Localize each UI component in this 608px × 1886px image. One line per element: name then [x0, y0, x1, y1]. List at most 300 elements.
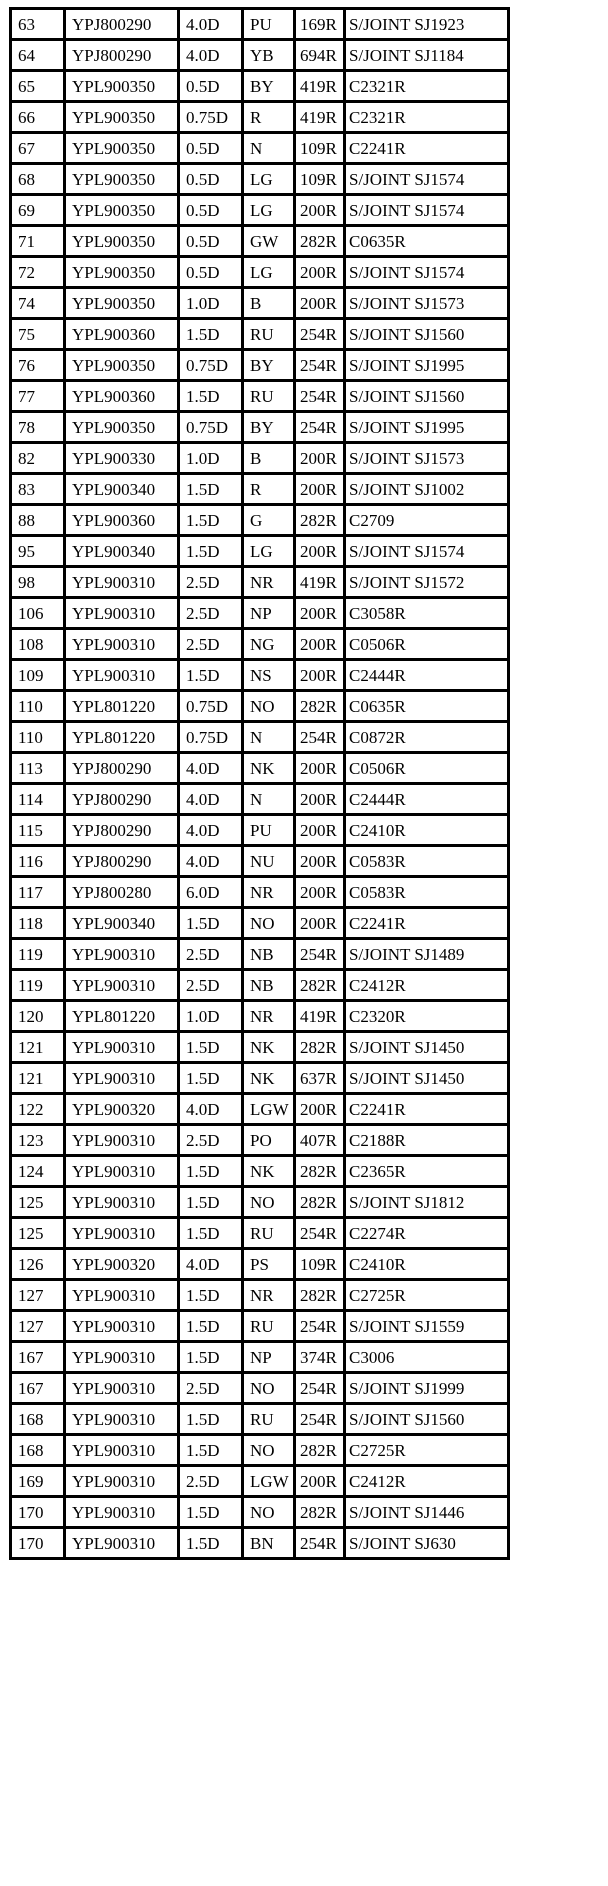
connection-cell: C2410R: [345, 815, 509, 846]
size-cell: 1.0D: [179, 1001, 243, 1032]
color-code-cell: NK: [243, 1156, 295, 1187]
table-row: [11, 1466, 509, 1497]
row-number-cell: 67: [11, 133, 65, 164]
route-cell: 419R: [295, 567, 345, 598]
part-number-cell: YPL900310: [65, 1373, 179, 1404]
table-row: [11, 1063, 509, 1094]
table-row: [11, 102, 509, 133]
size-cell: 0.5D: [179, 133, 243, 164]
color-code-cell: PO: [243, 1125, 295, 1156]
route-cell: 200R: [295, 815, 345, 846]
size-cell: 1.5D: [179, 505, 243, 536]
size-cell: 4.0D: [179, 784, 243, 815]
route-cell: 254R: [295, 1404, 345, 1435]
size-cell: 1.5D: [179, 660, 243, 691]
part-number-cell: YPL900310: [65, 939, 179, 970]
color-code-cell: NU: [243, 846, 295, 877]
row-number-cell: 77: [11, 381, 65, 412]
route-cell: 419R: [295, 102, 345, 133]
connection-cell: S/JOINT SJ1574: [345, 164, 509, 195]
table-row: [11, 257, 509, 288]
connection-cell: C2412R: [345, 970, 509, 1001]
table-row: [11, 629, 509, 660]
color-code-cell: B: [243, 288, 295, 319]
size-cell: 0.5D: [179, 226, 243, 257]
color-code-cell: NO: [243, 691, 295, 722]
connection-cell: S/JOINT SJ1572: [345, 567, 509, 598]
connection-cell: S/JOINT SJ1812: [345, 1187, 509, 1218]
route-cell: 200R: [295, 598, 345, 629]
route-cell: 109R: [295, 133, 345, 164]
connection-cell: C0583R: [345, 877, 509, 908]
color-code-cell: BY: [243, 412, 295, 443]
part-number-cell: YPL801220: [65, 1001, 179, 1032]
connection-cell: C2320R: [345, 1001, 509, 1032]
connection-cell: C2410R: [345, 1249, 509, 1280]
row-number-cell: 110: [11, 722, 65, 753]
connection-cell: C0506R: [345, 753, 509, 784]
connection-cell: S/JOINT SJ1446: [345, 1497, 509, 1528]
part-number-cell: YPL900320: [65, 1249, 179, 1280]
row-number-cell: 168: [11, 1435, 65, 1466]
part-number-cell: YPL900310: [65, 1466, 179, 1497]
size-cell: 1.5D: [179, 908, 243, 939]
size-cell: 1.5D: [179, 319, 243, 350]
table-row: [11, 753, 509, 784]
connection-cell: S/JOINT SJ1573: [345, 443, 509, 474]
table-row: [11, 939, 509, 970]
route-cell: 282R: [295, 1032, 345, 1063]
part-number-cell: YPL900310: [65, 1218, 179, 1249]
size-cell: 1.5D: [179, 1187, 243, 1218]
connection-cell: C2444R: [345, 660, 509, 691]
row-number-cell: 115: [11, 815, 65, 846]
color-code-cell: NS: [243, 660, 295, 691]
size-cell: 0.75D: [179, 722, 243, 753]
row-number-cell: 63: [11, 9, 65, 40]
connection-cell: S/JOINT SJ1995: [345, 350, 509, 381]
table-row: [11, 1373, 509, 1404]
color-code-cell: LGW: [243, 1094, 295, 1125]
size-cell: 1.5D: [179, 381, 243, 412]
part-number-cell: YPJ800290: [65, 846, 179, 877]
color-code-cell: R: [243, 102, 295, 133]
part-number-cell: YPL900310: [65, 1528, 179, 1559]
size-cell: 1.5D: [179, 1063, 243, 1094]
table-row: [11, 970, 509, 1001]
row-number-cell: 69: [11, 195, 65, 226]
part-number-cell: YPL900340: [65, 536, 179, 567]
part-number-cell: YPL900340: [65, 908, 179, 939]
row-number-cell: 74: [11, 288, 65, 319]
color-code-cell: LG: [243, 536, 295, 567]
part-number-cell: YPJ800290: [65, 9, 179, 40]
size-cell: 0.5D: [179, 195, 243, 226]
table-row: [11, 195, 509, 226]
route-cell: 282R: [295, 1187, 345, 1218]
route-cell: 200R: [295, 784, 345, 815]
size-cell: 4.0D: [179, 846, 243, 877]
connection-cell: C2444R: [345, 784, 509, 815]
table-row: [11, 567, 509, 598]
route-cell: 254R: [295, 1218, 345, 1249]
size-cell: 2.5D: [179, 1125, 243, 1156]
route-cell: 200R: [295, 257, 345, 288]
color-code-cell: R: [243, 474, 295, 505]
table-row: [11, 1280, 509, 1311]
table-row: [11, 1528, 509, 1559]
row-number-cell: 169: [11, 1466, 65, 1497]
part-number-cell: YPL801220: [65, 691, 179, 722]
row-number-cell: 167: [11, 1373, 65, 1404]
table-row: [11, 505, 509, 536]
part-number-cell: YPL900340: [65, 474, 179, 505]
row-number-cell: 72: [11, 257, 65, 288]
part-number-cell: YPL900310: [65, 1280, 179, 1311]
route-cell: 282R: [295, 505, 345, 536]
part-number-cell: YPJ800290: [65, 784, 179, 815]
table-row: [11, 164, 509, 195]
row-number-cell: 126: [11, 1249, 65, 1280]
part-number-cell: YPJ800290: [65, 815, 179, 846]
connection-cell: S/JOINT SJ1560: [345, 1404, 509, 1435]
row-number-cell: 118: [11, 908, 65, 939]
color-code-cell: PU: [243, 9, 295, 40]
connection-cell: C0635R: [345, 691, 509, 722]
part-number-cell: YPL900350: [65, 226, 179, 257]
table-row: [11, 1125, 509, 1156]
table-row: [11, 288, 509, 319]
part-number-cell: YPL900360: [65, 319, 179, 350]
color-code-cell: RU: [243, 319, 295, 350]
size-cell: 4.0D: [179, 9, 243, 40]
part-number-cell: YPL900310: [65, 598, 179, 629]
part-number-cell: YPL900350: [65, 133, 179, 164]
size-cell: 0.75D: [179, 350, 243, 381]
wiring-table: [9, 7, 510, 1560]
connection-cell: S/JOINT SJ1489: [345, 939, 509, 970]
route-cell: 254R: [295, 722, 345, 753]
route-cell: 200R: [295, 536, 345, 567]
color-code-cell: RU: [243, 1404, 295, 1435]
size-cell: 0.75D: [179, 412, 243, 443]
row-number-cell: 106: [11, 598, 65, 629]
color-code-cell: RU: [243, 381, 295, 412]
table-row: [11, 40, 509, 71]
table-row: [11, 412, 509, 443]
table-row: [11, 1404, 509, 1435]
route-cell: 637R: [295, 1063, 345, 1094]
route-cell: 200R: [295, 288, 345, 319]
color-code-cell: BY: [243, 71, 295, 102]
row-number-cell: 78: [11, 412, 65, 443]
connection-cell: S/JOINT SJ1923: [345, 9, 509, 40]
table-row: [11, 908, 509, 939]
table-row: [11, 1311, 509, 1342]
row-number-cell: 117: [11, 877, 65, 908]
table-row: [11, 536, 509, 567]
size-cell: 4.0D: [179, 40, 243, 71]
route-cell: 200R: [295, 629, 345, 660]
connection-cell: C2365R: [345, 1156, 509, 1187]
table-row: [11, 443, 509, 474]
color-code-cell: NO: [243, 908, 295, 939]
table-row: [11, 319, 509, 350]
table-row: [11, 598, 509, 629]
table-row: [11, 1497, 509, 1528]
part-number-cell: YPL900350: [65, 257, 179, 288]
connection-cell: C2412R: [345, 1466, 509, 1497]
color-code-cell: NK: [243, 1063, 295, 1094]
size-cell: 1.5D: [179, 1280, 243, 1311]
row-number-cell: 124: [11, 1156, 65, 1187]
route-cell: 254R: [295, 412, 345, 443]
row-number-cell: 114: [11, 784, 65, 815]
row-number-cell: 125: [11, 1187, 65, 1218]
connection-cell: S/JOINT SJ1560: [345, 319, 509, 350]
size-cell: 0.5D: [179, 257, 243, 288]
row-number-cell: 116: [11, 846, 65, 877]
row-number-cell: 167: [11, 1342, 65, 1373]
size-cell: 1.5D: [179, 1311, 243, 1342]
part-number-cell: YPL900310: [65, 660, 179, 691]
part-number-cell: YPL900350: [65, 195, 179, 226]
size-cell: 1.0D: [179, 443, 243, 474]
color-code-cell: NB: [243, 939, 295, 970]
color-code-cell: RU: [243, 1218, 295, 1249]
route-cell: 282R: [295, 226, 345, 257]
table-row: [11, 1032, 509, 1063]
part-number-cell: YPL900310: [65, 1404, 179, 1435]
part-number-cell: YPL900350: [65, 71, 179, 102]
color-code-cell: NK: [243, 753, 295, 784]
part-number-cell: YPL900360: [65, 381, 179, 412]
table-row: [11, 784, 509, 815]
size-cell: 1.5D: [179, 1528, 243, 1559]
connection-cell: S/JOINT SJ1999: [345, 1373, 509, 1404]
row-number-cell: 109: [11, 660, 65, 691]
color-code-cell: NK: [243, 1032, 295, 1063]
row-number-cell: 123: [11, 1125, 65, 1156]
row-number-cell: 119: [11, 970, 65, 1001]
table-row: [11, 381, 509, 412]
part-number-cell: YPL900350: [65, 350, 179, 381]
size-cell: 2.5D: [179, 1373, 243, 1404]
size-cell: 0.75D: [179, 691, 243, 722]
route-cell: 200R: [295, 195, 345, 226]
size-cell: 1.5D: [179, 1404, 243, 1435]
route-cell: 200R: [295, 877, 345, 908]
part-number-cell: YPL900310: [65, 1311, 179, 1342]
row-number-cell: 122: [11, 1094, 65, 1125]
color-code-cell: LG: [243, 195, 295, 226]
table-row: [11, 1435, 509, 1466]
size-cell: 4.0D: [179, 1249, 243, 1280]
size-cell: 2.5D: [179, 970, 243, 1001]
color-code-cell: NO: [243, 1497, 295, 1528]
connection-cell: S/JOINT SJ1184: [345, 40, 509, 71]
connection-cell: C0506R: [345, 629, 509, 660]
route-cell: 282R: [295, 1280, 345, 1311]
size-cell: 6.0D: [179, 877, 243, 908]
part-number-cell: YPL900310: [65, 970, 179, 1001]
row-number-cell: 127: [11, 1311, 65, 1342]
color-code-cell: NB: [243, 970, 295, 1001]
connection-cell: C0872R: [345, 722, 509, 753]
row-number-cell: 120: [11, 1001, 65, 1032]
color-code-cell: GW: [243, 226, 295, 257]
table-row: [11, 226, 509, 257]
color-code-cell: YB: [243, 40, 295, 71]
route-cell: 254R: [295, 1311, 345, 1342]
table-row: [11, 350, 509, 381]
route-cell: 169R: [295, 9, 345, 40]
connection-cell: C0635R: [345, 226, 509, 257]
route-cell: 200R: [295, 908, 345, 939]
table-row: [11, 1156, 509, 1187]
row-number-cell: 88: [11, 505, 65, 536]
table-row: [11, 846, 509, 877]
row-number-cell: 65: [11, 71, 65, 102]
connection-cell: S/JOINT SJ1450: [345, 1063, 509, 1094]
part-number-cell: YPJ800290: [65, 753, 179, 784]
row-number-cell: 71: [11, 226, 65, 257]
part-number-cell: YPL900350: [65, 412, 179, 443]
row-number-cell: 75: [11, 319, 65, 350]
color-code-cell: PS: [243, 1249, 295, 1280]
table-row: [11, 133, 509, 164]
connection-cell: S/JOINT SJ1559: [345, 1311, 509, 1342]
connection-cell: C2274R: [345, 1218, 509, 1249]
route-cell: 254R: [295, 350, 345, 381]
part-number-cell: YPL900310: [65, 1063, 179, 1094]
connection-cell: S/JOINT SJ1995: [345, 412, 509, 443]
route-cell: 254R: [295, 319, 345, 350]
row-number-cell: 76: [11, 350, 65, 381]
table-row: [11, 1001, 509, 1032]
row-number-cell: 121: [11, 1063, 65, 1094]
color-code-cell: B: [243, 443, 295, 474]
table-row: [11, 9, 509, 40]
part-number-cell: YPL900310: [65, 1032, 179, 1063]
part-number-cell: YPL900330: [65, 443, 179, 474]
connection-cell: S/JOINT SJ630: [345, 1528, 509, 1559]
connection-cell: S/JOINT SJ1450: [345, 1032, 509, 1063]
connection-cell: S/JOINT SJ1560: [345, 381, 509, 412]
connection-cell: C2241R: [345, 133, 509, 164]
row-number-cell: 113: [11, 753, 65, 784]
row-number-cell: 170: [11, 1497, 65, 1528]
part-number-cell: YPJ800290: [65, 40, 179, 71]
route-cell: 254R: [295, 381, 345, 412]
route-cell: 407R: [295, 1125, 345, 1156]
part-number-cell: YPL900310: [65, 1342, 179, 1373]
connection-cell: C2321R: [345, 102, 509, 133]
size-cell: 0.75D: [179, 102, 243, 133]
table-row: [11, 1218, 509, 1249]
row-number-cell: 95: [11, 536, 65, 567]
row-number-cell: 125: [11, 1218, 65, 1249]
size-cell: 0.5D: [179, 71, 243, 102]
route-cell: 282R: [295, 1435, 345, 1466]
size-cell: 1.5D: [179, 1218, 243, 1249]
connection-cell: C0583R: [345, 846, 509, 877]
table-row: [11, 877, 509, 908]
route-cell: 419R: [295, 1001, 345, 1032]
color-code-cell: NR: [243, 1001, 295, 1032]
route-cell: 200R: [295, 443, 345, 474]
size-cell: 1.5D: [179, 1032, 243, 1063]
color-code-cell: NO: [243, 1373, 295, 1404]
color-code-cell: NP: [243, 598, 295, 629]
size-cell: 4.0D: [179, 1094, 243, 1125]
table-container: [9, 7, 510, 1560]
size-cell: 1.5D: [179, 536, 243, 567]
table-body: [11, 9, 509, 1559]
route-cell: 200R: [295, 753, 345, 784]
route-cell: 282R: [295, 691, 345, 722]
connection-cell: C2725R: [345, 1280, 509, 1311]
table-row: [11, 1249, 509, 1280]
table-row: [11, 722, 509, 753]
color-code-cell: NG: [243, 629, 295, 660]
part-number-cell: YPL900310: [65, 1125, 179, 1156]
color-code-cell: LGW: [243, 1466, 295, 1497]
color-code-cell: NR: [243, 567, 295, 598]
size-cell: 1.5D: [179, 1435, 243, 1466]
route-cell: 419R: [295, 71, 345, 102]
row-number-cell: 98: [11, 567, 65, 598]
color-code-cell: PU: [243, 815, 295, 846]
row-number-cell: 108: [11, 629, 65, 660]
color-code-cell: RU: [243, 1311, 295, 1342]
row-number-cell: 127: [11, 1280, 65, 1311]
connection-cell: C2321R: [345, 71, 509, 102]
part-number-cell: YPJ800280: [65, 877, 179, 908]
size-cell: 2.5D: [179, 939, 243, 970]
part-number-cell: YPL900310: [65, 567, 179, 598]
color-code-cell: N: [243, 133, 295, 164]
size-cell: 2.5D: [179, 567, 243, 598]
part-number-cell: YPL900310: [65, 629, 179, 660]
part-number-cell: YPL900310: [65, 1497, 179, 1528]
table-row: [11, 1094, 509, 1125]
route-cell: 694R: [295, 40, 345, 71]
part-number-cell: YPL900310: [65, 1435, 179, 1466]
route-cell: 254R: [295, 1528, 345, 1559]
row-number-cell: 119: [11, 939, 65, 970]
connection-cell: S/JOINT SJ1574: [345, 536, 509, 567]
color-code-cell: LG: [243, 164, 295, 195]
row-number-cell: 66: [11, 102, 65, 133]
connection-cell: C2188R: [345, 1125, 509, 1156]
table-row: [11, 660, 509, 691]
connection-cell: S/JOINT SJ1574: [345, 257, 509, 288]
size-cell: 0.5D: [179, 164, 243, 195]
size-cell: 2.5D: [179, 1466, 243, 1497]
size-cell: 2.5D: [179, 629, 243, 660]
connection-cell: S/JOINT SJ1574: [345, 195, 509, 226]
route-cell: 109R: [295, 1249, 345, 1280]
size-cell: 1.5D: [179, 474, 243, 505]
route-cell: 200R: [295, 1466, 345, 1497]
part-number-cell: YPL900310: [65, 1156, 179, 1187]
route-cell: 200R: [295, 1094, 345, 1125]
table-row: [11, 71, 509, 102]
route-cell: 374R: [295, 1342, 345, 1373]
connection-cell: C2709: [345, 505, 509, 536]
connection-cell: C2241R: [345, 1094, 509, 1125]
